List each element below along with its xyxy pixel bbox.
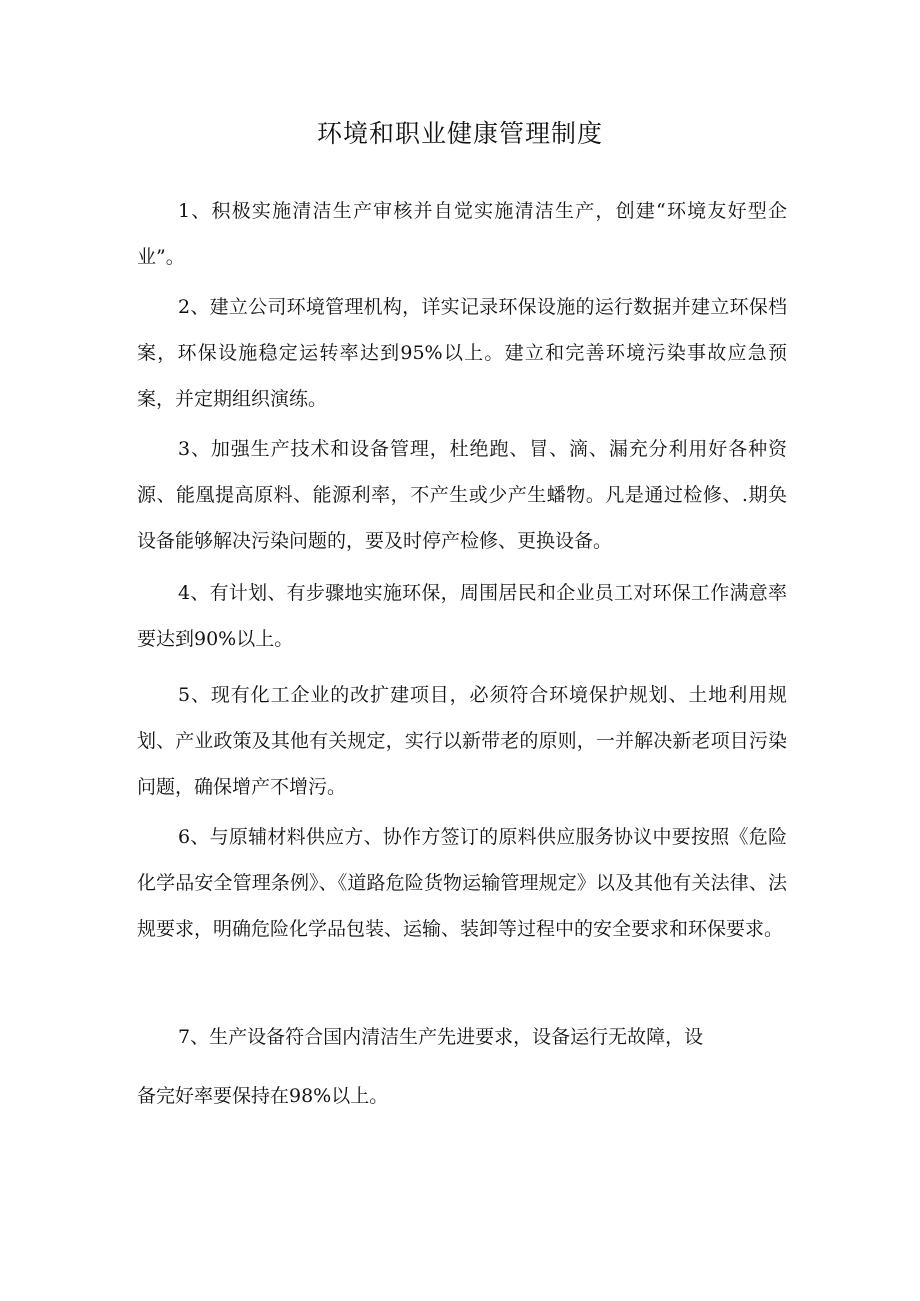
document-title: 环境和职业健康管理制度 <box>316 119 603 148</box>
paragraph-5: 5、现有化工企业的改扩建项目，必须符合环境保护规划、土地利用规划、产业政策及其他有关规定，实行以新带老的原则，一并解决新老项目污染问题，确保增产不增污。 <box>137 684 787 798</box>
paragraph-6: 6、与原辅材料供应方、协作方签订的原料供应服务协议中要按照《危险化学品安全管理条例》、《道路危险货物运输管理规定》以及其他有关法律、法规要求，明确危险化学品包装、运输、装卸等过程中的安全要求和环保要求。 <box>137 826 787 940</box>
paragraph-1: 1、积极实施清洁生产审核并自觉实施清洁生产，创建“环境友好型企业”。 <box>137 200 787 268</box>
paragraph-3: 3、加强生产技术和设备管理，杜绝跑、冒、滴、漏充分利用好各种资源、能凰提高原料、能源利率，不产生或少产生蟠物。凡是通过检修、.期奂设备能够解决污染问题的，要及时停产检修、更换设备。 <box>137 438 787 552</box>
paragraph-7-line-1: 7、生产设备符合国内清洁生产先进要求，设备运行无故障，设 <box>178 1026 704 1048</box>
paragraph-4: 4、有计划、有步骤地实施环保，周围居民和企业员工对环保工作满意率要达到90%以上。 <box>137 582 787 650</box>
paragraph-7-line-2: 备完好率要保持在98%以上。 <box>137 1085 389 1107</box>
paragraph-2: 2、建立公司环境管理机构，详实记录环保设施的运行数据并建立环保档案，环保设施稳定运转率达到95%以上。建立和完善环境污染事故应急预案，并定期组织演练。 <box>137 296 787 410</box>
